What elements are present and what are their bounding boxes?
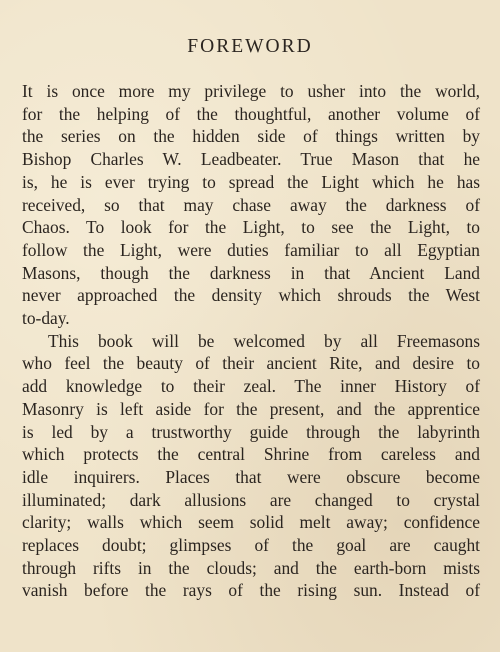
text-line: is, he is ever trying to spread the Light which he has bbox=[22, 171, 480, 192]
text-line: which protects the central Shrine from careless and bbox=[22, 444, 480, 465]
text-line: through rifts in the clouds; and the earth-born mists bbox=[22, 557, 480, 578]
text-line: This book will be welcomed by all Freemasons bbox=[48, 330, 480, 351]
text-line: the series on the hidden side of things written by bbox=[22, 126, 480, 147]
text-line: vanish before the rays of the rising sun. Instead of bbox=[22, 580, 480, 601]
text-line: Masonry is left aside for the present, and the apprentice bbox=[22, 398, 480, 419]
paragraph-1 bbox=[22, 80, 480, 330]
text-line: Chaos. To look for the Light, to see the Light, to bbox=[22, 217, 480, 238]
text-line: never approached the density which shrouds the West bbox=[22, 285, 480, 306]
page-body bbox=[22, 80, 480, 602]
text-line: received, so that may chase away the darkness of bbox=[22, 194, 480, 215]
bleed-through-text bbox=[40, 0, 460, 12]
paragraph-2 bbox=[22, 330, 480, 602]
text-line: to-day. bbox=[22, 308, 70, 329]
text-line: is led by a trustworthy guide through the labyrinth bbox=[22, 421, 480, 442]
text-line: idle inquirers. Places that were obscure become bbox=[22, 466, 480, 487]
page-title: FOREWORD bbox=[187, 36, 313, 57]
text-line: who feel the beauty of their ancient Rite, and desire to bbox=[22, 353, 480, 374]
text-line: Masons, though the darkness in that Ancient Land bbox=[22, 262, 480, 283]
text-line: follow the Light, were duties familiar to all Egyptian bbox=[22, 239, 480, 260]
text-line: for the helping of the thoughtful, another volume of bbox=[22, 103, 480, 124]
text-line: replaces doubt; glimpses of the goal are caught bbox=[22, 535, 480, 556]
text-line: add knowledge to their zeal. The inner History of bbox=[22, 376, 480, 397]
text-line: It is once more my privilege to usher into the world, bbox=[22, 81, 480, 101]
text-line: Bishop Charles W. Leadbeater. True Mason that he bbox=[22, 149, 480, 170]
text-line: illuminated; dark allusions are changed to crystal bbox=[22, 489, 480, 510]
text-line: clarity; walls which seem solid melt away; confidence bbox=[22, 512, 480, 533]
